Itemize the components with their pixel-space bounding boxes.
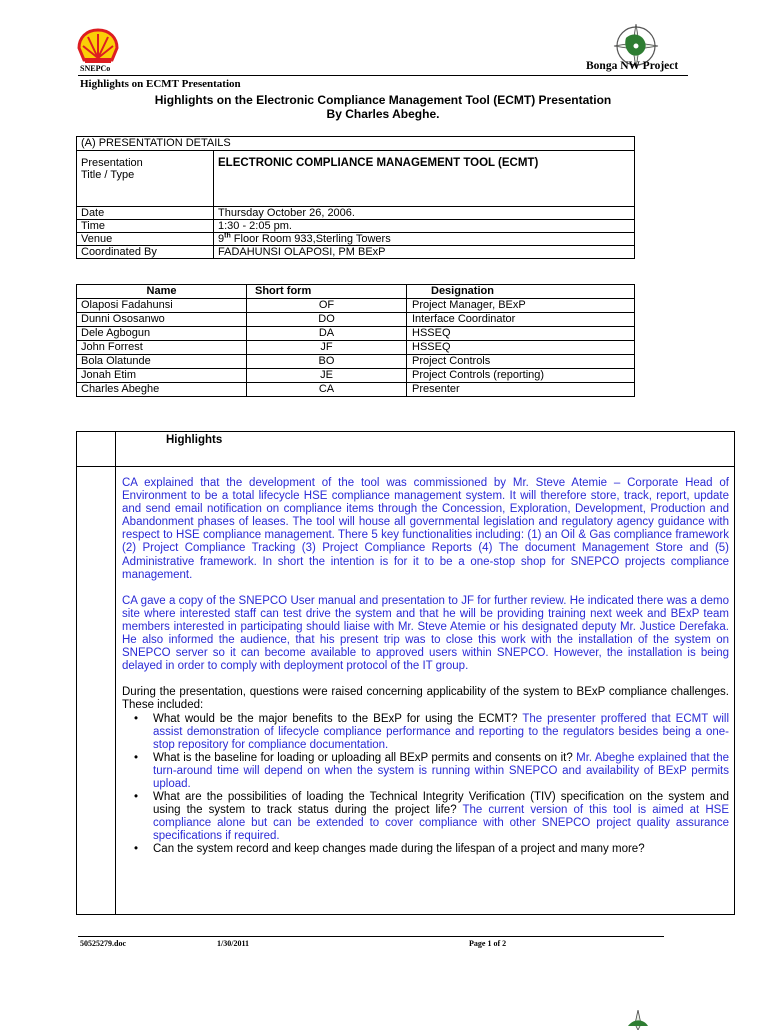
attendee-designation: Project Manager, BExP: [407, 299, 635, 313]
venue-room: Floor Room 933,Sterling Towers: [230, 233, 391, 245]
table-row: [77, 327, 635, 341]
attendee-designation: Project Controls (reporting): [407, 369, 635, 383]
question-list: [122, 713, 729, 857]
table-row: [77, 313, 635, 327]
table-row: [77, 467, 735, 915]
answer-text: The presenter proffered that ECMT will assist demonstration of lifecycle compliance performance and reporting to the regulators besides being a one-stop repository for compliance documentation.: [153, 712, 730, 751]
footer-page-number: Page 1 of 2: [469, 939, 507, 948]
table-row: [77, 369, 635, 383]
attendee-name: Bola Olatunde: [77, 355, 247, 369]
highlight-paragraph: CA explained that the development of the tool was commissioned by Mr. Steve Atemie – Corporate Head of Environment to be a total lifecycle HSE compliance management system. It will therefore store, track, report, update and send email notification on compliance items through the Concession, Exploration, Development, Production and Abandonment phases of leases. The tool will house all governmental legislation and regulatory agency guidance with respect to HSE compliance management. There 5 key functionalities including: (1) an Oil & Gas compliance framework (2) Project Compliance Tracking (3) Project Compliance Reports (4) The document Management Store and (5) Administrative framework. In short the intention is for it to be a one-stop shop for SNEPCO projects compliance management.: [122, 477, 729, 581]
table-row: [77, 207, 635, 220]
list-item: [122, 713, 729, 752]
question-text: What would be the major benefits to the BExP for using the ECMT?: [153, 712, 523, 725]
attendee-short-form: JE: [247, 369, 407, 383]
answer-text: The current version of this tool is aimed at HSE compliance alone but can be extended to cover compliance with other SNEPCO project quality assurance specifications if required.: [153, 804, 730, 843]
detail-label: Venue: [77, 233, 214, 246]
attendee-name: Dele Agbogun: [77, 327, 247, 341]
attendee-short-form: BO: [247, 355, 407, 369]
section-label: (A) PRESENTATION DETAILS: [77, 137, 635, 151]
list-item: [122, 791, 729, 843]
highlights-table: [76, 431, 735, 915]
bullet-icon: •: [134, 791, 139, 804]
table-row: [77, 355, 635, 369]
answer-text: Mr. Abeghe explained that the turn-around time will depend on when the system is running within SNEPCO and availability of BExP permits upload.: [153, 751, 729, 790]
running-header: Highlights on ECMT Presentation: [80, 78, 241, 90]
attendee-designation: Project Controls: [407, 355, 635, 369]
project-name: Bonga NW Project: [586, 60, 679, 72]
table-row: [77, 341, 635, 355]
attendee-name: Jonah Etim: [77, 369, 247, 383]
detail-label: Date: [77, 207, 214, 220]
company-name: SNEPCo: [80, 64, 111, 73]
attendee-designation: Interface Coordinator: [407, 313, 635, 327]
bonga-project-logo-icon: [616, 1010, 660, 1030]
detail-label: Time: [77, 220, 214, 233]
footer-rule: [78, 936, 664, 937]
column-header-designation: Designation: [407, 285, 635, 299]
highlight-paragraph: During the presentation, questions were raised concerning applicability of the system to BExP compliance challenges. These included:: [122, 686, 729, 712]
table-header-row: [77, 432, 735, 467]
table-row: [77, 137, 635, 151]
table-row: [77, 220, 635, 233]
list-item: [122, 843, 729, 856]
detail-label: Presentation Title / Type: [77, 151, 214, 207]
highlights-content: [116, 467, 735, 915]
table-row: [77, 233, 635, 246]
attendees-table: [76, 284, 635, 397]
presentation-details-table: [76, 136, 635, 259]
detail-value: FADAHUNSI OLAPOSI, PM BExP: [214, 246, 635, 259]
table-row: [77, 299, 635, 313]
question-text: What is the baseline for loading or uploading all BExP permits and consents on it?: [153, 751, 577, 764]
document-author-line: By Charles Abeghe.: [326, 107, 440, 121]
table-header-row: [77, 285, 635, 299]
attendee-name: John Forrest: [77, 341, 247, 355]
document-title: [78, 93, 688, 121]
detail-value: 1:30 - 2:05 pm.: [214, 220, 635, 233]
attendee-short-form: JF: [247, 341, 407, 355]
table-row: [77, 383, 635, 397]
table-row: [77, 151, 635, 207]
attendee-short-form: CA: [247, 383, 407, 397]
attendee-designation: HSSEQ: [407, 341, 635, 355]
column-header-name: Name: [77, 285, 247, 299]
attendee-short-form: OF: [247, 299, 407, 313]
column-header-short-form: Short form: [247, 285, 407, 299]
presentation-title: ELECTRONIC COMPLIANCE MANAGEMENT TOOL (ECMT): [214, 151, 635, 207]
list-item: [122, 752, 729, 791]
venue-floor-suffix: th: [224, 232, 231, 240]
footer-date: 1/30/2011: [217, 939, 250, 948]
row-number-cell: [77, 467, 116, 915]
venue-floor: 9: [218, 233, 225, 245]
footer-document-id: 50525279.doc: [80, 939, 126, 948]
highlights-title: Highlights: [116, 432, 735, 467]
attendee-name: Dunni Ososanwo: [77, 313, 247, 327]
question-text: What are the possibilities of loading the Technical Integrity Verification (TIV) specification on the system and using the system to track status during the project life?: [153, 791, 729, 817]
attendee-designation: HSSEQ: [407, 327, 635, 341]
attendee-name: Olaposi Fadahunsi: [77, 299, 247, 313]
header-rule: [78, 75, 688, 76]
attendee-short-form: DA: [247, 327, 407, 341]
detail-label: Coordinated By: [77, 246, 214, 259]
bullet-icon: •: [134, 843, 139, 856]
highlight-paragraph: CA gave a copy of the SNEPCO User manual and presentation to JF for further review. He indicated there was a demo site where interested staff can test drive the system and that he will be providing training next week and BExP team members interested in participating should liaise with Mr. Steve Atemie or his designated deputy Mr. Justice Derefaka. He also informed the audience, that his present trip was to close this work with the installation of the system on SNEPCO server so it can become available to approved users within SNEPCO. However, the installation is being delayed in order to comply with deployment protocol of the IT group.: [122, 594, 729, 673]
bullet-icon: •: [134, 712, 139, 725]
attendee-designation: Presenter: [407, 383, 635, 397]
row-number-cell: [77, 432, 116, 467]
document-title-line: Highlights on the Electronic Compliance Management Tool (ECMT) Presentation: [154, 93, 612, 107]
attendee-rows: [77, 299, 635, 397]
shell-logo-icon: [76, 28, 120, 66]
attendee-name: Charles Abeghe: [77, 383, 247, 397]
question-text: Can the system record and keep changes made during the lifespan of a project and many more?: [153, 843, 645, 856]
detail-value: Thursday October 26, 2006.: [214, 207, 635, 220]
table-row: [77, 246, 635, 259]
detail-value: [214, 233, 635, 246]
bullet-icon: •: [134, 751, 139, 764]
attendee-short-form: DO: [247, 313, 407, 327]
